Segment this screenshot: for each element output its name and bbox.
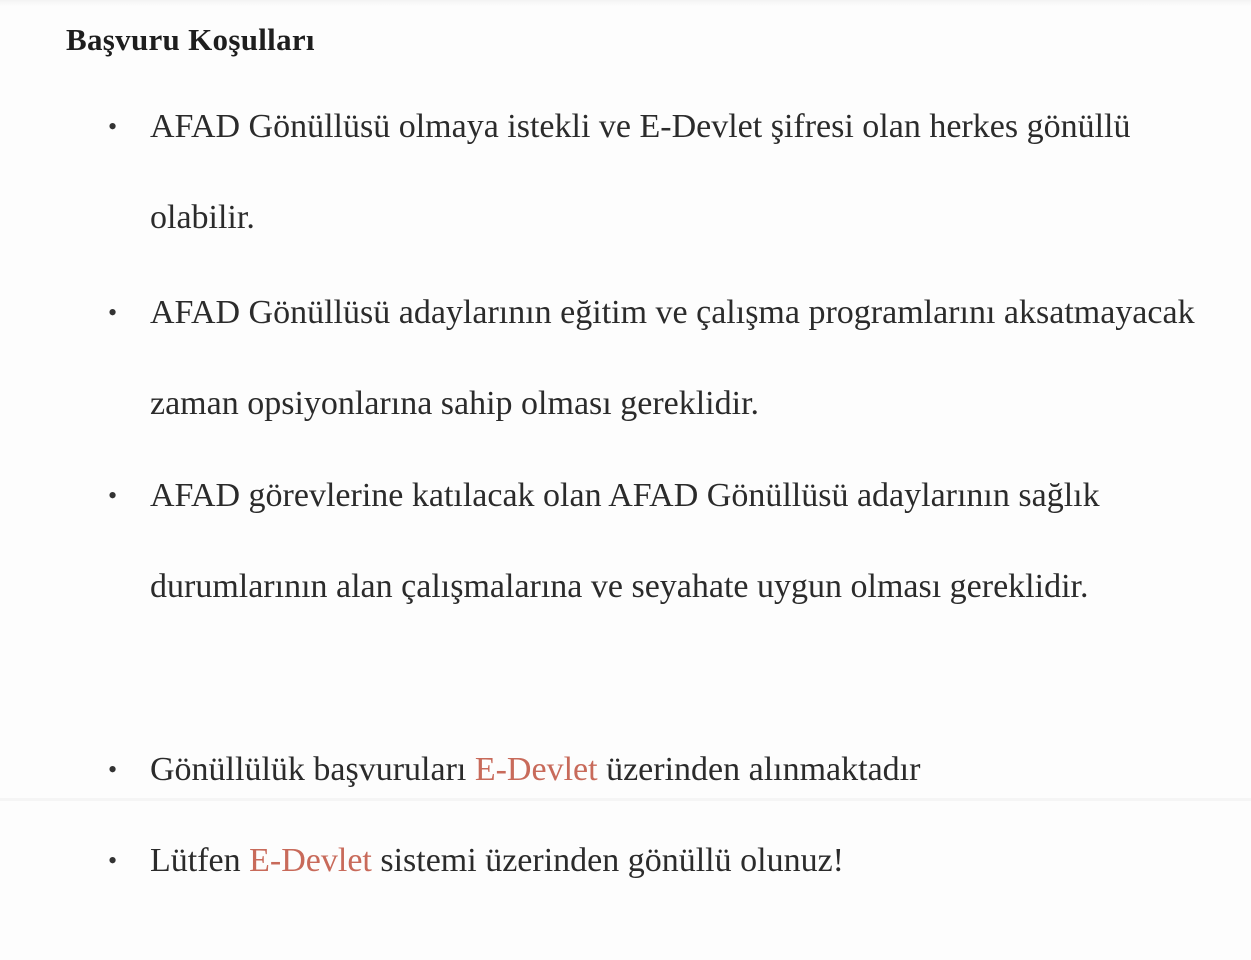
- list-item-text: AFAD görevlerine katılacak olan AFAD Gönüllüsü adaylarının sağlık durumlarının alan çalışmalarına ve seyahate uygun olması gereklidir.: [150, 477, 1100, 605]
- page-title: Başvuru Koşulları: [66, 22, 315, 57]
- bullet-icon: •: [108, 298, 118, 327]
- bullet-icon: •: [108, 481, 118, 510]
- e-devlet-link[interactable]: E-Devlet: [474, 751, 598, 788]
- list-item-text-start: Lütfen: [150, 842, 250, 879]
- bullet-icon: •: [108, 846, 118, 875]
- list-item: [108, 81, 1210, 263]
- list-item: [108, 267, 1210, 449]
- list-item: [108, 450, 1210, 632]
- list-item-text: AFAD Gönüllüsü adaylarının eğitim ve çalışma programlarını aksatmayacak zaman opsiyonlarına sahip olması gereklidir.: [150, 294, 1195, 422]
- list-item-text-end: sistemi üzerinden gönüllü olunuz!: [371, 842, 844, 879]
- bullet-icon: •: [108, 755, 118, 784]
- list-item: [108, 724, 1210, 815]
- list-item-text: AFAD Gönüllüsü olmaya istekli ve E-Devlet şifresi olan herkes gönüllü olabilir.: [150, 108, 1131, 236]
- e-devlet-link[interactable]: E-Devlet: [249, 842, 372, 879]
- list-item-text-end: üzerinden alınmaktadır: [597, 751, 921, 788]
- list-item-text-start: Gönüllülük başvuruları: [150, 751, 475, 788]
- bullet-icon: •: [108, 112, 118, 141]
- list-item: [108, 815, 1210, 906]
